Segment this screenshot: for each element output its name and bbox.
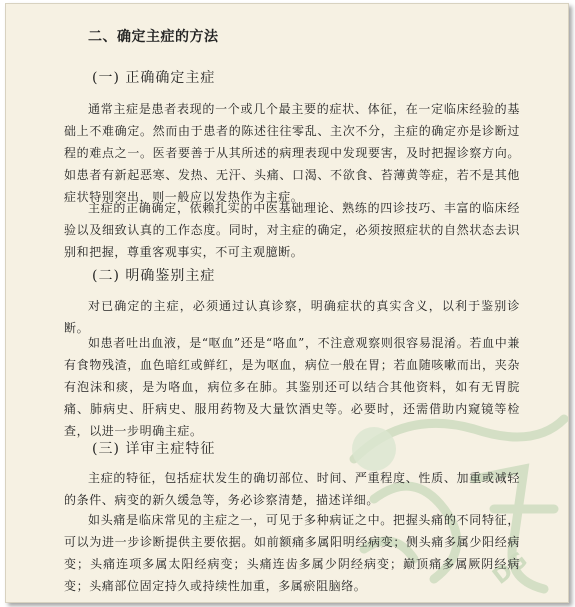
paragraph-3-2: 如头痛是临床常见的主症之一，可见于多种病证之中。把握头痛的不同特征，可以为进一步诊断提供主要依据。如前额痛多属阳明经病变；侧头痛多属少阳经病变；头痛连项多属太阳经病变；头痛连齿多属少阴经病变；巅顶痛多属厥阴经病变；头痛部位固定持久或持续性加重，多属瘀阻脑络。 — [64, 513, 520, 593]
subsection-heading-3: (三) 详审主症特征 — [92, 441, 216, 457]
watermark-text: DG — [488, 547, 533, 590]
paragraph-2-2: 如患者吐出血液，是“呕血”还是“咯血”，不注意观察则很容易混淆。若血中兼有食物残渣，血色暗红或鲜红，是为呕血，病位一般在胃；若血随咳嗽而出，夹杂有泡沫和痰，是为咯血，病位多在肺。其鉴别还可以结合其他资料，如有无胃脘痛、肺病史、肝病史、服用药物及大量饮酒史等。必要时，还需借助内窥镜等检查，以进一步明确主症。 — [64, 336, 520, 438]
paragraph-1-2: 主症的正确确定，依赖扎实的中医基础理论、熟练的四诊技巧、丰富的临床经验以及细致认真的工作态度。同时，对主症的确定，必须按照症状的自然状态去识别和把握，尊重客观事实，不可主观臆断。 — [64, 201, 520, 259]
subsection-heading-2: (二) 明确鉴别主症 — [92, 268, 216, 284]
page-frame — [5, 3, 569, 603]
subsection-heading-1: (一) 正确确定主症 — [92, 70, 216, 86]
section-title: 二、确定主症的方法 — [88, 29, 219, 45]
paragraph-3-1: 主症的特征，包括症状发生的确切部位、时间、严重程度、性质、加重或减轻的条件、病变的新久缓急等，务必诊察清楚，描述详细。 — [64, 471, 520, 507]
paragraph-1-1: 通常主症是患者表现的一个或几个最主要的症状、体征，在一定临床经验的基础上不难确定。然而由于患者的陈述往往零乱、主次不分，主症的确定亦是诊断过程的难点之一。医者要善于从其所述的病理表现中发现要害，及时把握诊察方向。如患者有新起恶寒、发热、无汗、头痛、口渴、不欲食、苔薄黄等症，若不是其他症状特别突出，则一般应以发热作为主症。 — [64, 102, 520, 204]
document-body — [6, 4, 568, 602]
paragraph-2-1: 对已确定的主症，必须通过认真诊察，明确症状的真实含义，以利于鉴别诊断。 — [64, 299, 520, 335]
